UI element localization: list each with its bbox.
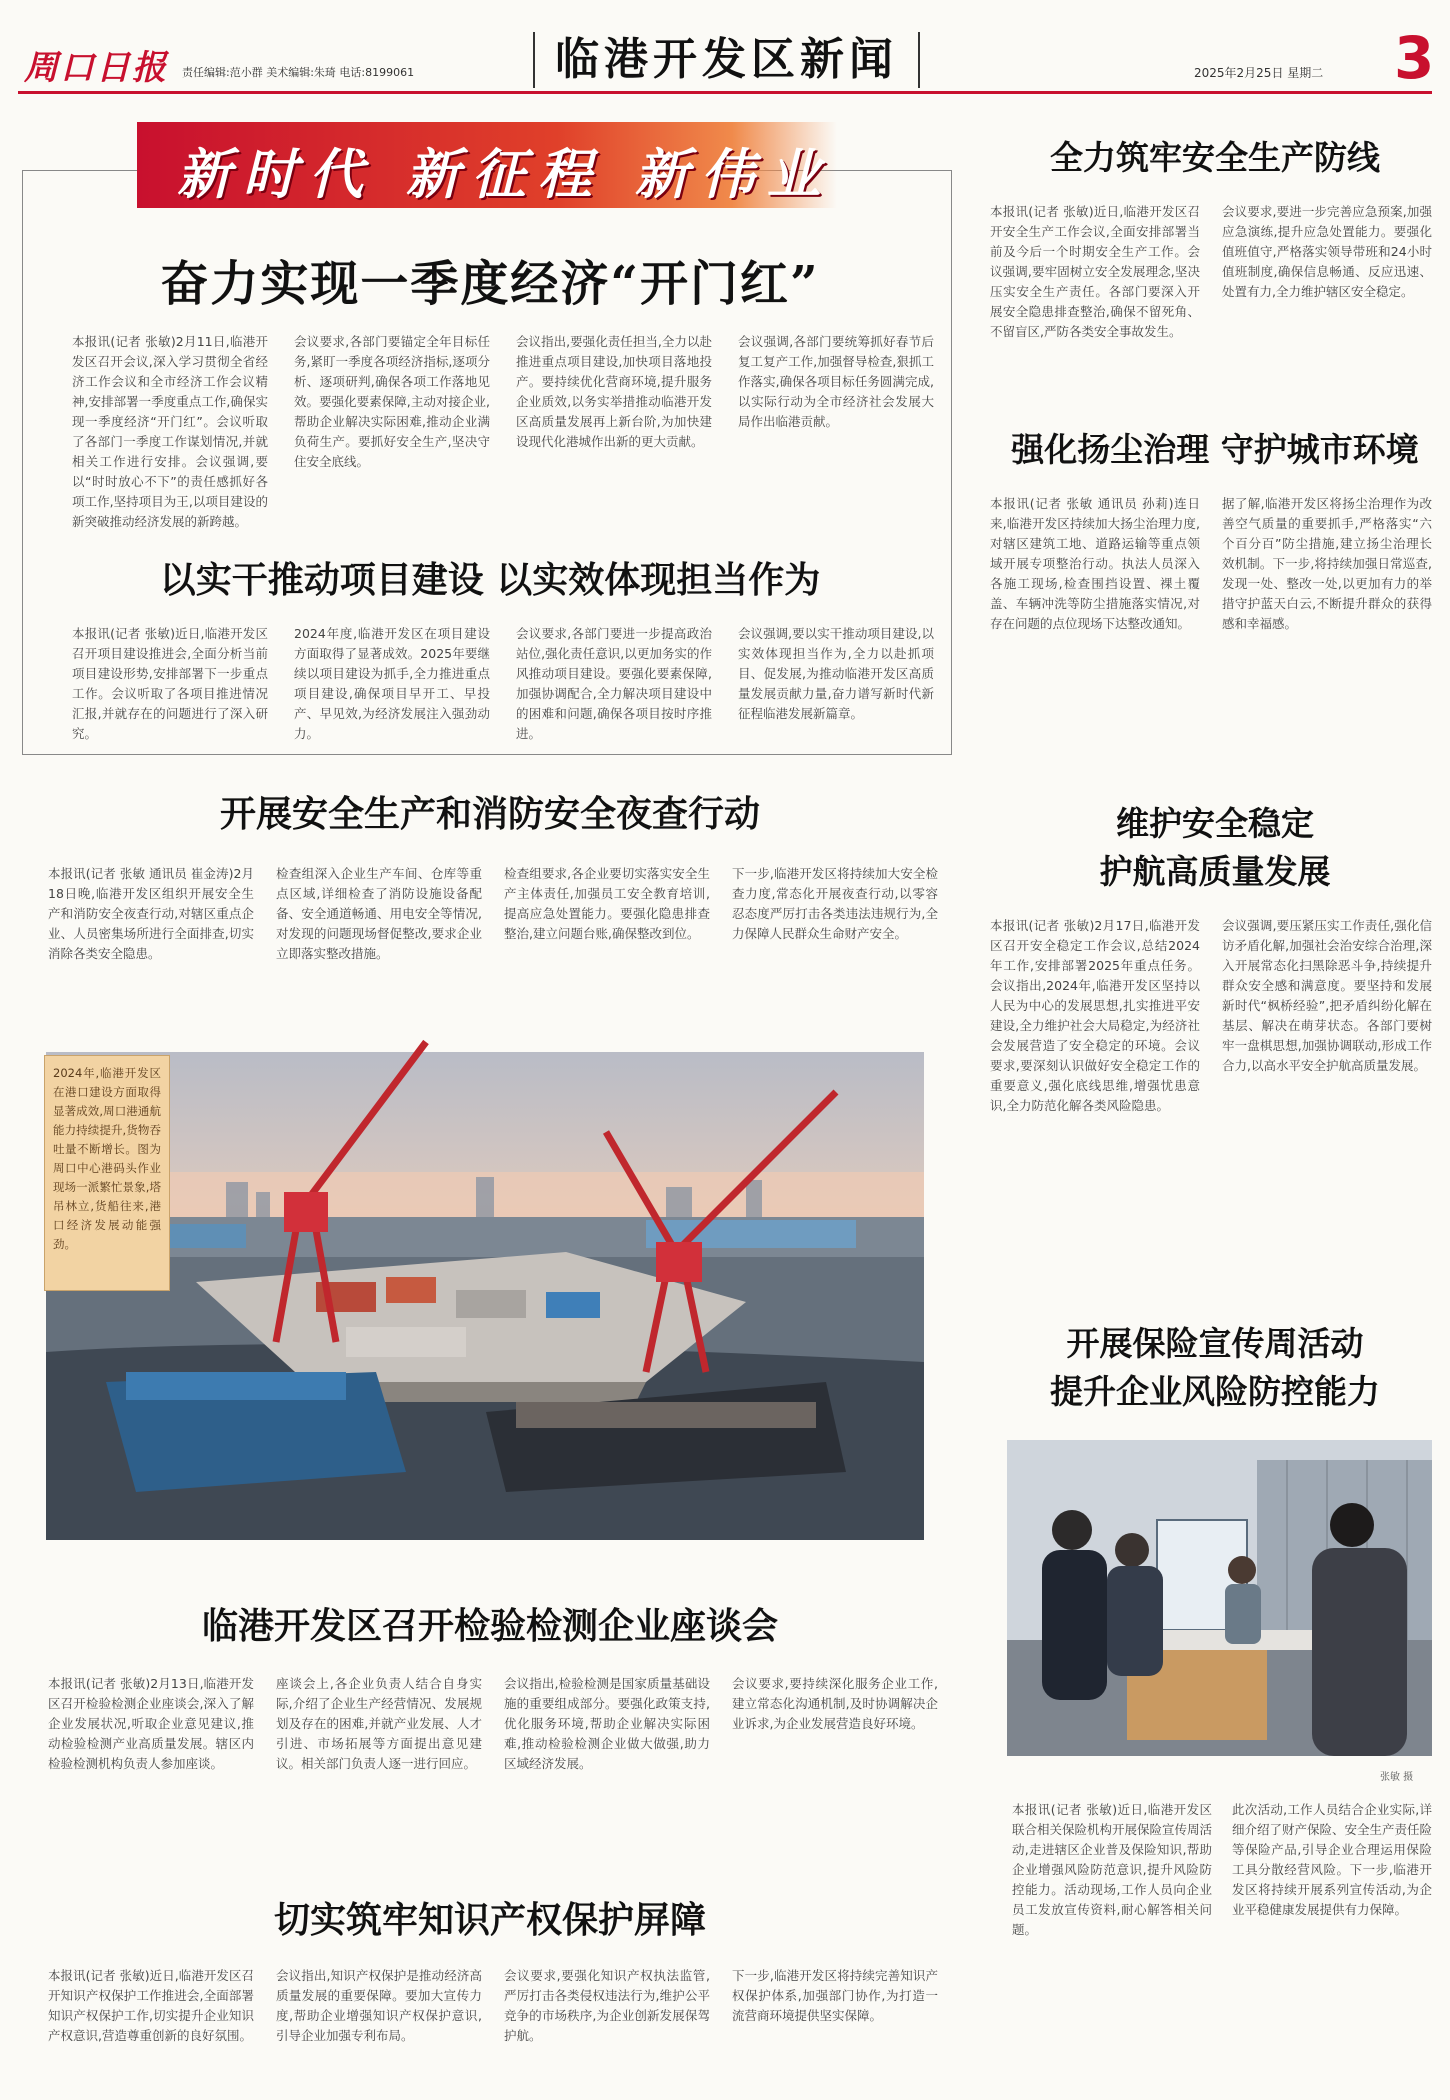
insurance-scene — [1007, 1440, 1432, 1756]
article-dust — [990, 494, 1432, 756]
article-column: 本报讯(记者 张敏)近日,临港开发区召开知识产权保护工作推进会,全面部署知识产权保护工作,切实提升企业知识产权意识,营造尊重创新的良好氛围。 — [48, 1968, 254, 2043]
editor-credits: 责任编辑:范小群 美术编辑:朱琦 电话:8199061 — [182, 66, 415, 79]
article-column: 会议指出,知识产权保护是推动经济高质量发展的重要保障。要加大宣传力度,帮助企业增强知识产权保护意识,引导企业加强专利布局。 — [276, 1968, 482, 2043]
article-column: 会议要求,要进一步完善应急预案,加强应急演练,提升应急处置能力。要强化值班值守,严格落实领导带班和24小时值班制度,确保信息畅通、反应迅速、处置有力,全力维护辖区安全稳定。 — [1222, 204, 1432, 299]
article-insurance — [1012, 1800, 1432, 2080]
newspaper-logo: 周口日报 — [24, 48, 168, 88]
headline-stability-1: 维护安全稳定 — [1116, 804, 1314, 843]
article-column: 2024年度,临港开发区在项目建设方面取得了显著成效。2025年要继续以项目建设为抓手,全力推进重点项目建设,确保项目早开工、早投产、早见效,为经济发展注入强劲动力。 — [294, 626, 490, 741]
article-inspection — [48, 1674, 938, 1834]
article-column: 会议要求,要强化知识产权执法监管,严厉打击各类侵权违法行为,维护公平竞争的市场秩序,为企业创新发展保驾护航。 — [504, 1968, 710, 2043]
article-column: 本报讯(记者 张敏)近日,临港开发区召开安全生产工作会议,全面安排部署当前及今后一个时期安全生产工作。会议强调,要牢固树立安全发展理念,坚决压实安全生产责任。各部门要深入开展安全隐患排查整治,确保不留死角、不留盲区,严防各类安全事故发生。 — [990, 204, 1200, 339]
insurance-photo — [1007, 1440, 1432, 1756]
article-ip — [48, 1966, 938, 2078]
article-open-red — [72, 332, 934, 529]
masthead — [18, 22, 1435, 94]
headline-safety-line: 全力筑牢安全生产防线 — [1050, 138, 1380, 177]
headline-stability-2: 护航高质量发展 — [1099, 852, 1331, 891]
port-photo — [46, 1052, 924, 1540]
article-column: 会议指出,要强化责任担当,全力以赴推进重点项目建设,加快项目落地投产。要持续优化营商环境,提升服务企业质效,以务实举措推动临港开发区高质量发展再上新台阶,为加快建设现代化港城作出新的更大贡献。 — [516, 334, 712, 449]
article-column: 本报讯(记者 张敏)2月13日,临港开发区召开检验检测企业座谈会,深入了解企业发展状况,听取企业意见建议,推动检验检测产业高质量发展。辖区内检验检测机构负责人参加座谈。 — [48, 1676, 254, 1771]
article-column: 本报讯(记者 张敏 通讯员 孙莉)连日来,临港开发区持续加大扬尘治理力度,对辖区建筑工地、道路运输等重点领域开展专项整治行动。执法人员深入各施工现场,检查围挡设置、裸土覆盖、车辆冲洗等防尘措施落实情况,对存在问题的点位现场下达整改通知。 — [990, 496, 1200, 631]
article-column: 检查组深入企业生产车间、仓库等重点区域,详细检查了消防设施设备配备、安全通道畅通、用电安全等情况,对发现的问题现场督促整改,要求企业立即落实整改措施。 — [276, 866, 482, 961]
headline-inspection: 临港开发区召开检验检测企业座谈会 — [201, 1605, 778, 1647]
article-column: 会议要求,要持续深化服务企业工作,建立常态化沟通机制,及时协调解决企业诉求,为企业发展营造良好环境。 — [732, 1676, 938, 1731]
slogan-banner — [137, 122, 837, 208]
port-scene — [46, 1052, 924, 1540]
headline-ip: 切实筑牢知识产权保护屏障 — [273, 1899, 706, 1941]
article-column: 本报讯(记者 张敏 通讯员 崔金涛)2月18日晚,临港开发区组织开展安全生产和消防安全夜查行动,对辖区重点企业、人员密集场所进行全面排查,切实消除各类安全隐患。 — [48, 866, 254, 961]
headline-projects: 以实干推动项目建设 以实效体现担当作为 — [159, 559, 821, 601]
article-column: 会议强调,各部门要统筹抓好春节后复工复产工作,加强督导检查,狠抓工作落实,确保各项目标任务圆满完成,以实际行动为全市经济社会发展大局作出临港贡献。 — [738, 334, 934, 429]
photo-caption: 2024年,临港开发区在港口建设方面取得显著成效,周口港通航能力持续提升,货物吞吐量不断增长。图为周口中心港码头作业现场一派繁忙景象,塔吊林立,货船往来,港口经济发展动能强劲。 — [44, 1055, 170, 1291]
page-number: 3 — [1394, 24, 1435, 92]
article-column: 本报讯(记者 张敏)2月11日,临港开发区召开会议,深入学习贯彻全省经济工作会议和全市经济工作会议精神,安排部署一季度重点工作,确保实现一季度经济“开门红”。会议听取了各部门一季度工作谋划情况,并就相关工作进行安排。会议强调,要以“时时放心不下”的责任感抓好各项工作,坚持项目为王,以项目建设的新突破推动经济发展的新跨越。 — [72, 334, 268, 529]
article-column: 检查组要求,各企业要切实落实安全生产主体责任,加强员工安全教育培训,提高应急处置能力。要强化隐患排查整治,建立问题台账,确保整改到位。 — [504, 866, 710, 941]
article-safety-line — [990, 202, 1432, 382]
article-stability — [990, 916, 1432, 1270]
headline-night-check: 开展安全生产和消防安全夜查行动 — [219, 793, 760, 835]
article-column: 座谈会上,各企业负责人结合自身实际,介绍了企业生产经营情况、发展规划及存在的困难,并就产业发展、人才引进、市场拓展等方面提出意见建议。相关部门负责人逐一进行回应。 — [276, 1676, 482, 1771]
article-column: 会议强调,要压紧压实工作责任,强化信访矛盾化解,加强社会治安综合治理,深入开展常态化扫黑除恶斗争,持续提升群众安全感和满意度。要坚持和发展新时代“枫桥经验”,把矛盾纠纷化解在基层、解决在萌芽状态。各部门要树牢一盘棋思想,加强协调联动,形成工作合力,以高水平安全护航高质量发展。 — [1222, 918, 1432, 1073]
slogan-text: 新时代 新征程 新伟业 — [177, 142, 833, 206]
photo-credit: 张敏 摄 — [1380, 1772, 1414, 1783]
article-night-check — [48, 864, 938, 964]
article-column: 会议指出,检验检测是国家质量基础设施的重要组成部分。要强化政策支持,优化服务环境,帮助企业解决实际困难,推动检验检测企业做大做强,助力区域经济发展。 — [504, 1676, 710, 1771]
article-column: 下一步,临港开发区将持续完善知识产权保护体系,加强部门协作,为打造一流营商环境提供坚实保障。 — [732, 1968, 938, 2023]
article-column: 此次活动,工作人员结合企业实际,详细介绍了财产保险、安全生产责任险等保险产品,引导企业合理运用保险工具分散经营风险。下一步,临港开发区将持续开展系列宣传活动,为企业平稳健康发展提供有力保障。 — [1232, 1802, 1433, 1917]
issue-date: 2025年2月25日 星期二 — [1194, 66, 1324, 80]
article-column: 会议要求,各部门要进一步提高政治站位,强化责任意识,以更加务实的作风推动项目建设。要强化要素保障,加强协调配合,全力解决项目建设中的困难和问题,确保各项目按时序推进。 — [516, 626, 712, 741]
article-column: 据了解,临港开发区将扬尘治理作为改善空气质量的重要抓手,严格落实“六个百分百”防尘措施,建立扬尘治理长效机制。下一步,将持续加强日常巡查,发现一处、整改一处,以更加有力的举措守护蓝天白云,不断提升群众的获得感和幸福感。 — [1222, 496, 1432, 631]
article-column: 会议要求,各部门要锚定全年目标任务,紧盯一季度各项经济指标,逐项分析、逐项研判,确保各项工作落地见效。要强化要素保障,主动对接企业,帮助企业解决实际困难,推动企业满负荷生产。要抓好安全生产,坚决守住安全底线。 — [294, 334, 490, 469]
headline-insurance-2: 提升企业风险防控能力 — [1050, 1372, 1380, 1411]
headline-insurance-1: 开展保险宣传周活动 — [1066, 1324, 1364, 1363]
article-column: 本报讯(记者 张敏)2月17日,临港开发区召开安全稳定工作会议,总结2024年工作,安排部署2025年重点任务。会议指出,2024年,临港开发区坚持以人民为中心的发展思想,扎实推进平安建设,全力维护社会大局稳定,为经济社会发展营造了安全稳定的环境。会议要求,要深刻认识做好安全稳定工作的重要意义,强化底线思维,增强忧患意识,全力防范化解各类风险隐患。 — [990, 918, 1200, 1113]
article-column: 下一步,临港开发区将持续加大安全检查力度,常态化开展夜查行动,以零容忍态度严厉打击各类违法违规行为,全力保障人民群众生命财产安全。 — [732, 866, 938, 941]
article-column: 本报讯(记者 张敏)近日,临港开发区联合相关保险机构开展保险宣传周活动,走进辖区企业普及保险知识,帮助企业增强风险防范意识,提升风险防控能力。活动现场,工作人员向企业员工发放宣传资料,耐心解答相关问题。 — [1012, 1802, 1213, 1937]
headline-dust: 强化扬尘治理 守护城市环境 — [1011, 430, 1419, 469]
article-column: 会议强调,要以实干推动项目建设,以实效体现担当作为,全力以赴抓项目、促发展,为推动临港开发区高质量发展贡献力量,奋力谱写新时代新征程临港发展新篇章。 — [738, 626, 934, 721]
headline-open-red: 奋力实现一季度经济“开门红” — [160, 256, 820, 312]
section-title: 临港开发区新闻 — [533, 32, 920, 88]
article-projects — [72, 624, 934, 741]
article-column: 本报讯(记者 张敏)近日,临港开发区召开项目建设推进会,全面分析当前项目建设形势,安排部署下一步重点工作。会议听取了各项目推进情况汇报,并就存在的问题进行了深入研究。 — [72, 626, 268, 741]
